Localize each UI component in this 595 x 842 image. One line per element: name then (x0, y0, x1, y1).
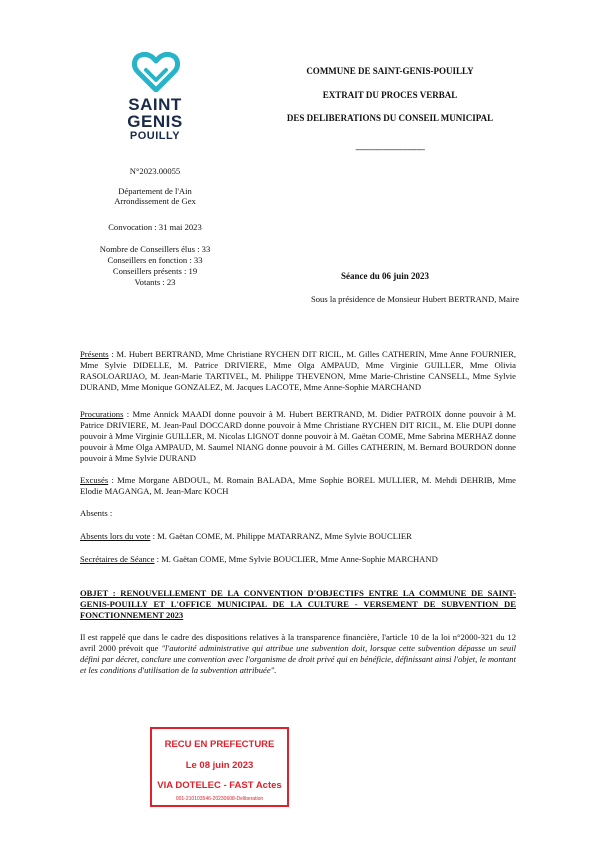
presents-text: : M. Hubert BERTRAND, Mme Christiane RYCHEN DIT RICIL, M. Gilles CATHERIN, Mme Anne FOURNIER, Mme Sylvie DIDELLE, M. Patrice DRIVIERE, Mme Olga AMPAUD, Mme Virginie GUILLER, Mme Olivia RASOLOARIJAO, M. Jean-Marie TARTIVEL, M. Philippe THEVENON, Mme Marie-Christine CANSELL, Mme Sylvie DURAND, Mme Monique GONZALEZ, M. Jacques LACOTE, Mme Anne-Sophie MARCHAND (80, 349, 516, 392)
excuses-paragraph (80, 475, 516, 497)
header-commune: COMMUNE DE SAINT-GENIS-POUILLY (306, 66, 474, 76)
seance-date: Séance du 06 juin 2023 (340, 271, 429, 281)
rappel-paragraph (80, 632, 516, 676)
arrondissement: Arrondissement de Gex (114, 196, 196, 206)
secretaires-label: Secrétaires de Séance (80, 554, 155, 564)
votants: Votants : 23 (134, 277, 176, 287)
absents-vote-paragraph (80, 531, 516, 542)
header-deliberations: DES DELIBERATIONS DU CONSEIL MUNICIPAL (286, 113, 494, 123)
presidence: Sous la présidence de Monsieur Hubert BERTRAND, Maire (310, 294, 520, 304)
header-separator: -------------------------------- (355, 145, 425, 154)
objet-heading: OBJET : RENOUVELLEMENT DE LA CONVENTION D'OBJECTIFS ENTRE LA COMMUNE DE SAINT-GENIS-POUILLY ET L'OFFICE MUNICIPAL DE LA CULTURE - VERSEMENT DE SUBVENTION DE FONCTIONNEMENT 2023 (80, 588, 516, 620)
absents-vote-label: Absents lors du vote (80, 531, 151, 541)
conseillers-fonction: Conseillers en fonction : 33 (107, 255, 203, 265)
conseillers-presents: Conseillers présents : 19 (112, 266, 198, 276)
stamp-line-2: Le 08 juin 2023 (185, 760, 254, 771)
rappel-quote: "l'autorité administrative qui attribue une subvention doit, lorsque cette subvention dépasse un seuil défini par décret, conclure une convention avec l'organisme de droit privé qui en bénéficie, définissant ainsi l'objet, le montant et les conditions d'utilisation de la subvention attribuée". (80, 643, 516, 675)
procurations-text: : Mme Annick MAADI donne pouvoir à M. Hubert BERTRAND, M. Didier PATROIX donne pouvoir à M. Patrice DRIVIERE, M. Jean-Paul DOCCARD donne pouvoir à Mme Christiane RYCHEN DIT RICIL, M. Elie DUPI donne pouvoir à Mme Virginie GUILLER, M. Nicolas LIGNOT donne pouvoir à M. Gaëtan COME, Mme Sabrina MERHAZ donne pouvoir à Mme Olga AMPAUD, M. Saumel NIANG donne pouvoir à M. Gilles CATHERIN, M. Bernard BOURDON donne pouvoir à Mme Sylvie DURAND (80, 409, 516, 463)
excuses-label: Excusés (80, 475, 109, 485)
procurations-paragraph (80, 409, 516, 464)
absents-paragraph: Absents : (80, 508, 113, 518)
commune-logo (120, 52, 190, 144)
presents-label: Présents (80, 349, 109, 359)
secretaires-paragraph (80, 554, 516, 565)
logo-line-3: POUILLY (129, 130, 181, 142)
procurations-label: Procurations (80, 409, 124, 419)
deliberation-number: N°2023.00055 (129, 166, 181, 176)
header-extrait: EXTRAIT DU PROCES VERBAL (322, 90, 458, 100)
stamp-line-3: VIA DOTELEC - FAST Actes (157, 780, 282, 791)
logo-line-2: GENIS (127, 112, 183, 131)
rappel-text: Il est rappelé que dans le cadre des dispositions relatives à la transparence financière, l'article 10 de la loi n°2000-321 du 12 avril 2000 prévoit que (80, 632, 516, 653)
stamp-line-1: RECU EN PREFECTURE (164, 739, 275, 750)
excuses-text: : Mme Morgane ABDOUL, M. Romain BALADA, Mme Sophie BOREL MULLIER, M. Mehdi DEHRIB, Mme Elodie MAGANGA, M. Jean-Marc KOCH (80, 475, 516, 496)
departement: Département de l'Ain (118, 186, 192, 196)
heart-logo-icon (132, 52, 180, 92)
prefecture-stamp (150, 727, 289, 807)
stamp-line-4: 001-210103546-20230608-Deliberation (175, 796, 264, 802)
secretaires-text: : M. Gaëtan COME, Mme Sylvie BOUCLIER, Mme Anne-Sophie MARCHAND (154, 554, 438, 564)
convocation-date: Convocation : 31 mai 2023 (108, 222, 202, 232)
presents-paragraph (80, 349, 516, 393)
absents-vote-text: : M. Gaëtan COME, M. Philippe MATARRANZ, Mme Sylvie BOUCLIER (150, 531, 412, 541)
logo-line-1: SAINT (128, 95, 182, 114)
conseillers-elus: Nombre de Conseillers élus : 33 (99, 244, 211, 254)
